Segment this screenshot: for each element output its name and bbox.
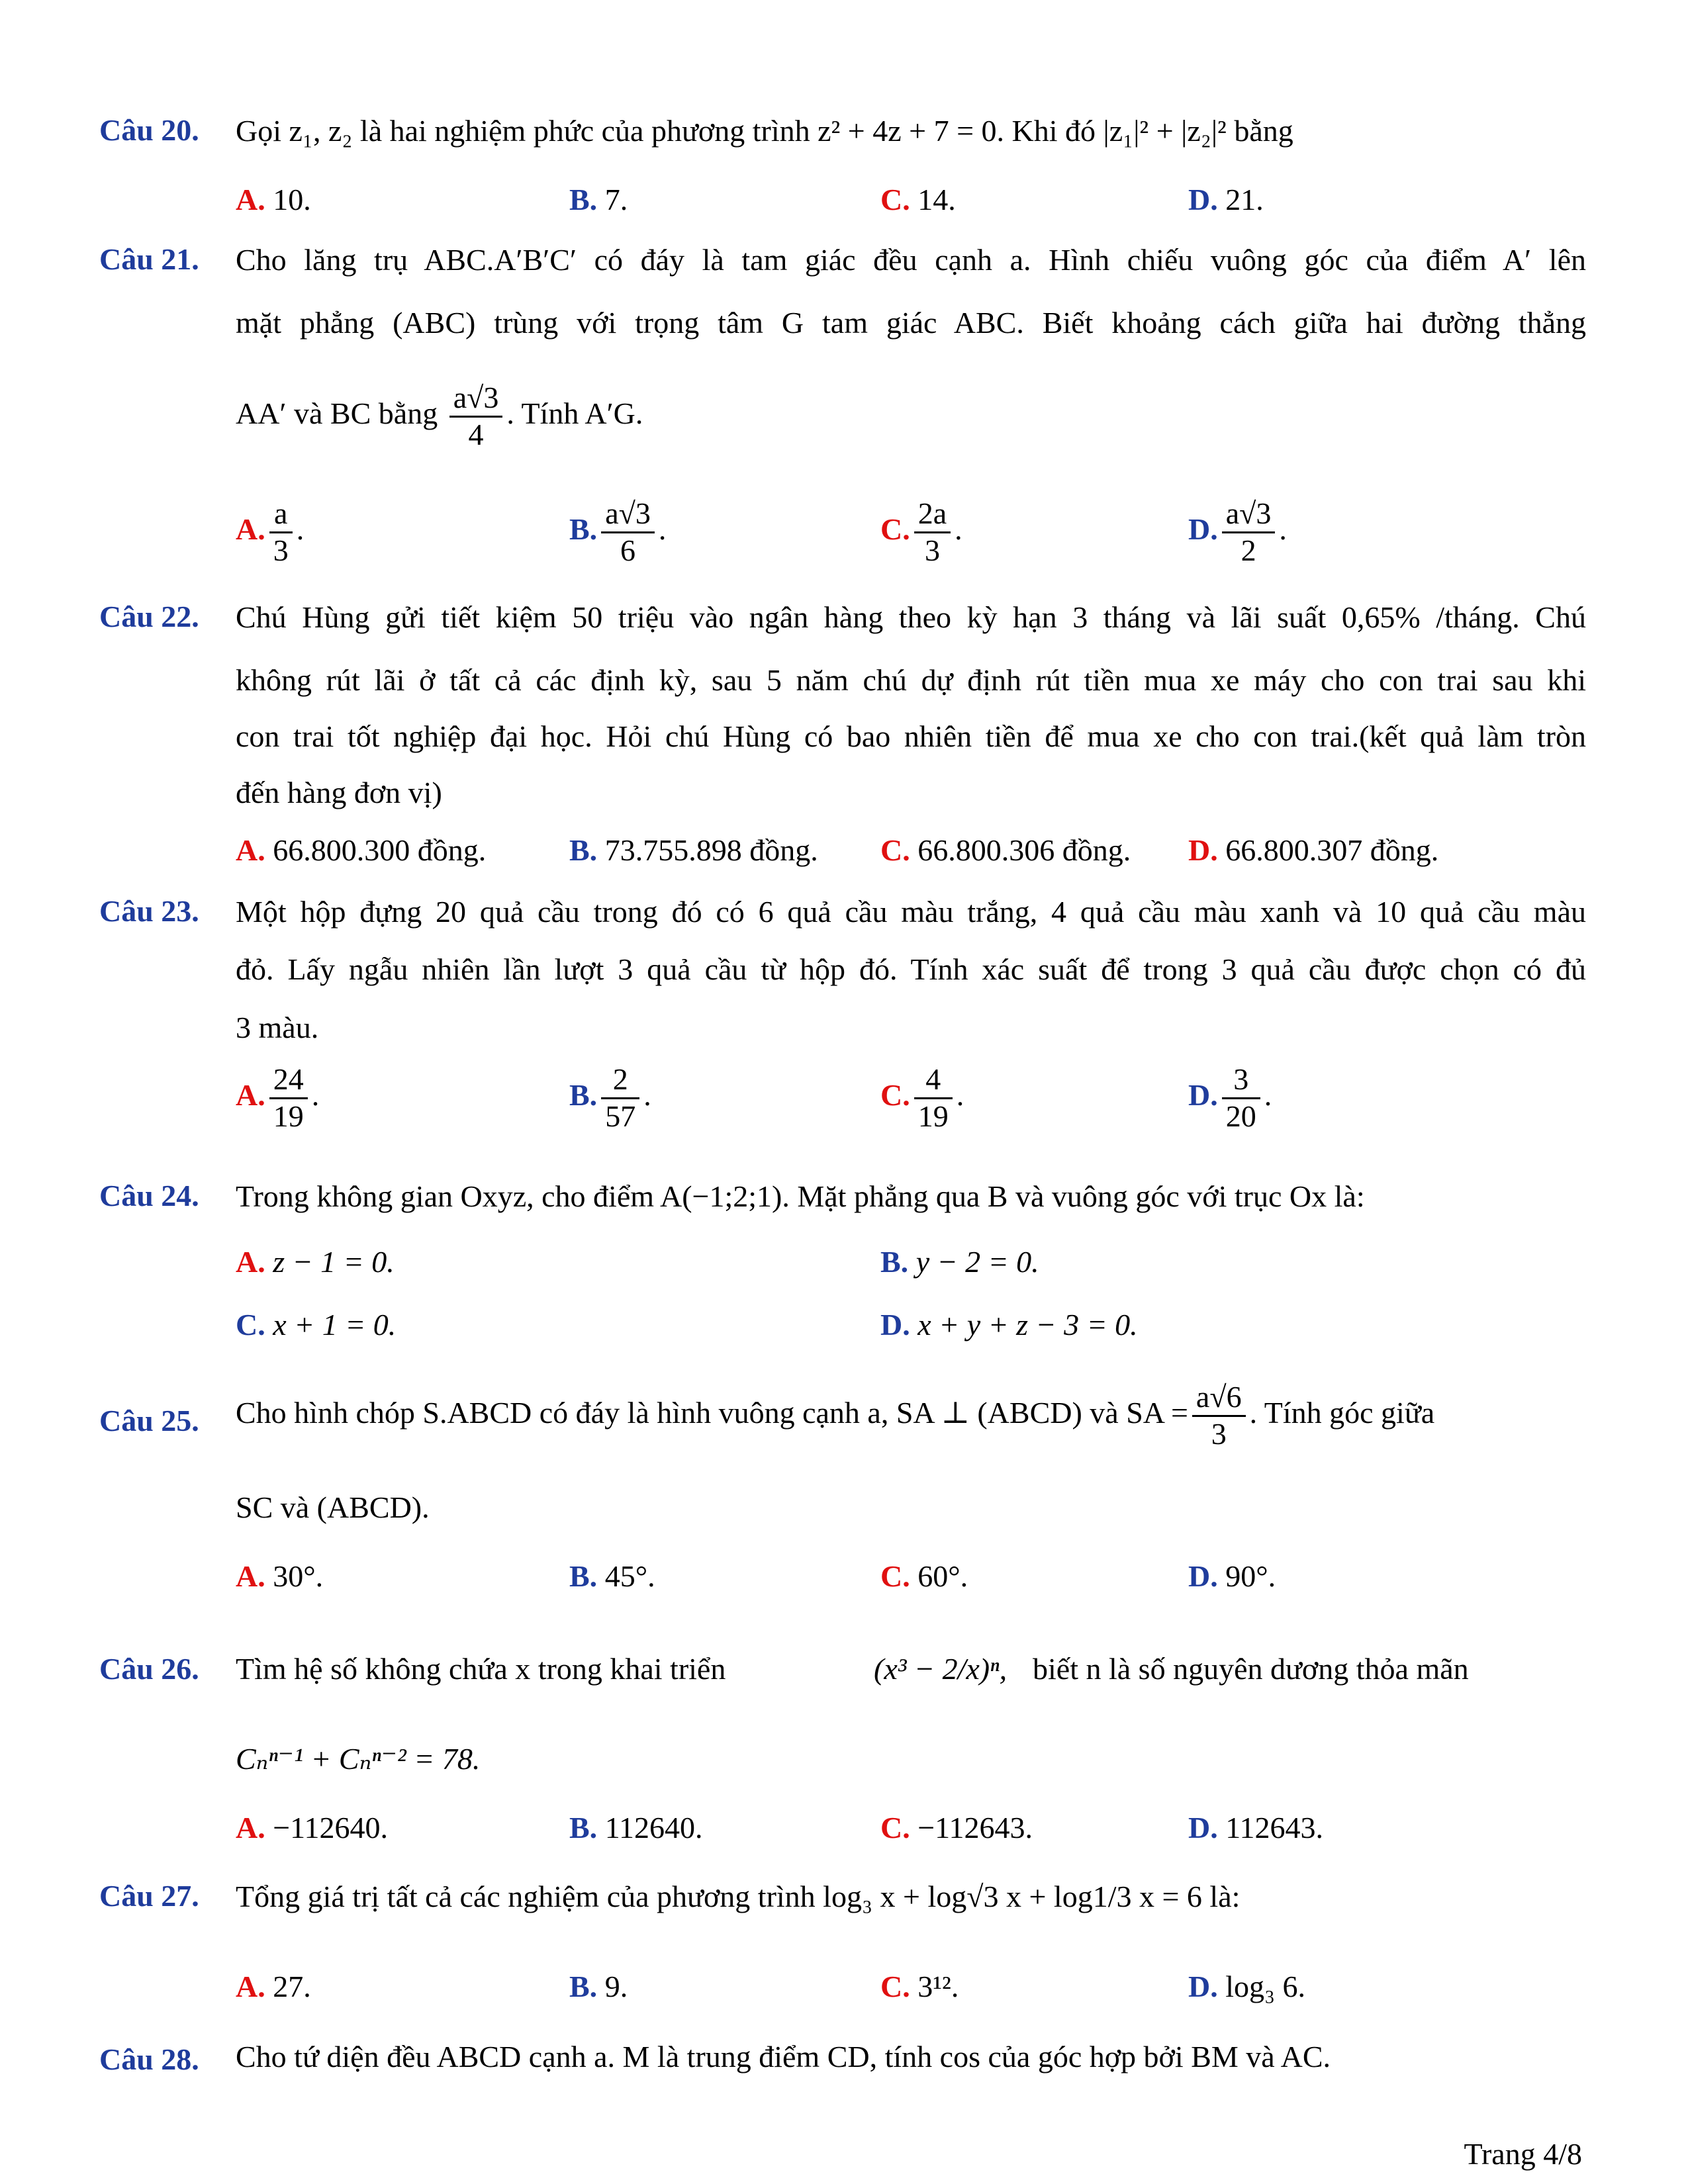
q21-option-a[interactable]: A. $\frac{a}{3}$ . xyxy=(236,496,305,567)
question-25-label: Câu 25. xyxy=(99,1404,199,1437)
question-23-line-2: đỏ. Lấy ngẫu nhiên lần lượt 3 quả cầu từ hộp đó. Tính xác suất để trong 3 quả cầu được chọn có đủ xyxy=(236,952,1586,986)
page-number: Trang 4/8 xyxy=(1464,2137,1582,2171)
q26-option-c[interactable]: C. −112643. xyxy=(880,1811,1033,1844)
q24-option-a[interactable]: A. z − 1 = 0. xyxy=(236,1245,395,1279)
question-26-label: Câu 26. xyxy=(99,1652,199,1686)
question-26-line-2: Cₙⁿ⁻¹ + Cₙⁿ⁻² = 78. xyxy=(236,1742,481,1776)
question-20-text: Gọi z₁, z₂ là hai nghiệm phức của phương trình z² + 4z + 7 = 0. Khi đó |z₁|² + |z₂|² bằng xyxy=(236,114,1293,148)
q20-option-a[interactable]: A. 10. xyxy=(236,183,311,216)
q20-option-d[interactable]: D. 21. xyxy=(1188,183,1264,216)
q22-option-b[interactable]: B. 73.755.898 đồng. xyxy=(569,833,818,867)
q27-option-b[interactable]: B. 9. xyxy=(569,1970,628,2003)
q24-option-d[interactable]: D. x + y + z − 3 = 0. xyxy=(880,1308,1138,1342)
question-22-line-3: con trai tốt nghiệp đại học. Hỏi chú Hùng có bao nhiên tiền để mua xe cho con trai.(kết quả làm tròn xyxy=(236,719,1586,753)
question-27-label: Câu 27. xyxy=(99,1879,199,1913)
question-28-label: Câu 28. xyxy=(99,2042,199,2076)
question-23-line-3: 3 màu. xyxy=(236,1011,319,1044)
q20-option-c[interactable]: C. 14. xyxy=(880,183,956,216)
binomial-expression: (x³ − 2/x)ⁿ, xyxy=(874,1652,1008,1686)
question-25-line-2: SC và (ABCD). xyxy=(236,1490,430,1524)
q22-option-d[interactable]: D. 66.800.307 đồng. xyxy=(1188,833,1439,867)
q23-option-c[interactable]: C. $\frac{4}{19}$ . xyxy=(880,1062,964,1133)
fraction-a-sqrt3-over-4: $\frac{a√3}{4}$ xyxy=(449,381,503,453)
fraction-a-sqrt6-over-3: $\frac{a√6}{3}$ xyxy=(1192,1380,1246,1452)
question-23-line-1: Một hộp đựng 20 quả cầu trong đó có 6 quả cầu màu trắng, 4 quả cầu màu xanh và 10 quả cầu màu xyxy=(236,895,1586,929)
question-21-line-1: Cho lăng trụ ABC.A′B′C′ có đáy là tam giác đều cạnh a. Hình chiếu vuông góc của điểm A′ lên xyxy=(236,243,1586,277)
question-22-line-1: Chú Hùng gửi tiết kiệm 50 triệu vào ngân hàng theo kỳ hạn 3 tháng và lãi suất 0,65% /tháng. Chú xyxy=(236,600,1586,634)
question-24-text: Trong không gian Oxyz, cho điểm A(−1;2;1). Mặt phẳng qua B và vuông góc với trục Ox là: xyxy=(236,1179,1365,1213)
question-25-line-1: Cho hình chóp S.ABCD có đáy là hình vuông cạnh a, SA ⊥ (ABCD) và SA = $\frac{a√6}{3}$ . Tính góc giữa xyxy=(236,1380,1435,1451)
question-24-label: Câu 24. xyxy=(99,1179,199,1212)
question-23-label: Câu 23. xyxy=(99,894,199,928)
question-21-line-3: AA′ và BC bằng $\frac{a√3}{4}$ . Tính A′G. xyxy=(236,381,643,451)
question-28-text: Cho tứ diện đều ABCD cạnh a. M là trung điểm CD, tính cos của góc hợp bởi BM và AC. xyxy=(236,2040,1331,2073)
q27-option-d[interactable]: D. log₃ 6. xyxy=(1188,1970,1306,2003)
question-27-text: Tổng giá trị tất cả các nghiệm của phương trình log₃ x + log√3 x + log1/3 x = 6 là: xyxy=(236,1880,1241,1913)
q24-option-c[interactable]: C. x + 1 = 0. xyxy=(236,1308,397,1342)
q25-option-b[interactable]: B. 45°. xyxy=(569,1559,655,1593)
question-26-line-1b: biết n là số nguyên dương thỏa mãn xyxy=(1033,1652,1469,1686)
question-22-line-4: đến hàng đơn vị) xyxy=(236,776,442,809)
q22-option-c[interactable]: C. 66.800.306 đồng. xyxy=(880,833,1131,867)
q22-option-a[interactable]: A. 66.800.300 đồng. xyxy=(236,833,487,867)
q24-option-b[interactable]: B. y − 2 = 0. xyxy=(880,1245,1039,1279)
q21-option-b[interactable]: B. $\frac{a√3}{6}$ . xyxy=(569,496,667,567)
question-26-line-1a: Tìm hệ số không chứa x trong khai triển xyxy=(236,1652,726,1686)
question-22-label: Câu 22. xyxy=(99,600,199,633)
q26-option-d[interactable]: D. 112643. xyxy=(1188,1811,1324,1844)
q25-option-d[interactable]: D. 90°. xyxy=(1188,1559,1276,1593)
q21-option-c[interactable]: C. $\frac{2a}{3}$ . xyxy=(880,496,962,567)
q21-option-d[interactable]: D. $\frac{a√3}{2}$ . xyxy=(1188,496,1287,567)
q27-option-c[interactable]: C. 3¹². xyxy=(880,1970,959,2003)
q25-option-c[interactable]: C. 60°. xyxy=(880,1559,968,1593)
q26-option-b[interactable]: B. 112640. xyxy=(569,1811,703,1844)
q23-option-a[interactable]: A. $\frac{24}{19}$ . xyxy=(236,1062,320,1133)
q27-option-a[interactable]: A. 27. xyxy=(236,1970,311,2003)
q23-option-b[interactable]: B. $\frac{2}{57}$ . xyxy=(569,1062,651,1133)
q20-option-b[interactable]: B. 7. xyxy=(569,183,628,216)
q26-option-a[interactable]: A. −112640. xyxy=(236,1811,388,1844)
question-20-label: Câu 20. xyxy=(99,113,199,147)
q23-option-d[interactable]: D. $\frac{3}{20}$ . xyxy=(1188,1062,1272,1133)
question-21-line-2: mặt phẳng (ABC) trùng với trọng tâm G tam giác ABC. Biết khoảng cách giữa hai đường thẳng xyxy=(236,306,1586,340)
q25-option-a[interactable]: A. 30°. xyxy=(236,1559,324,1593)
question-21-label: Câu 21. xyxy=(99,242,199,276)
question-22-line-2: không rút lãi ở tất cả các định kỳ, sau 5 năm chú dự định rút tiền mua xe máy cho con trai sau khi xyxy=(236,663,1586,697)
